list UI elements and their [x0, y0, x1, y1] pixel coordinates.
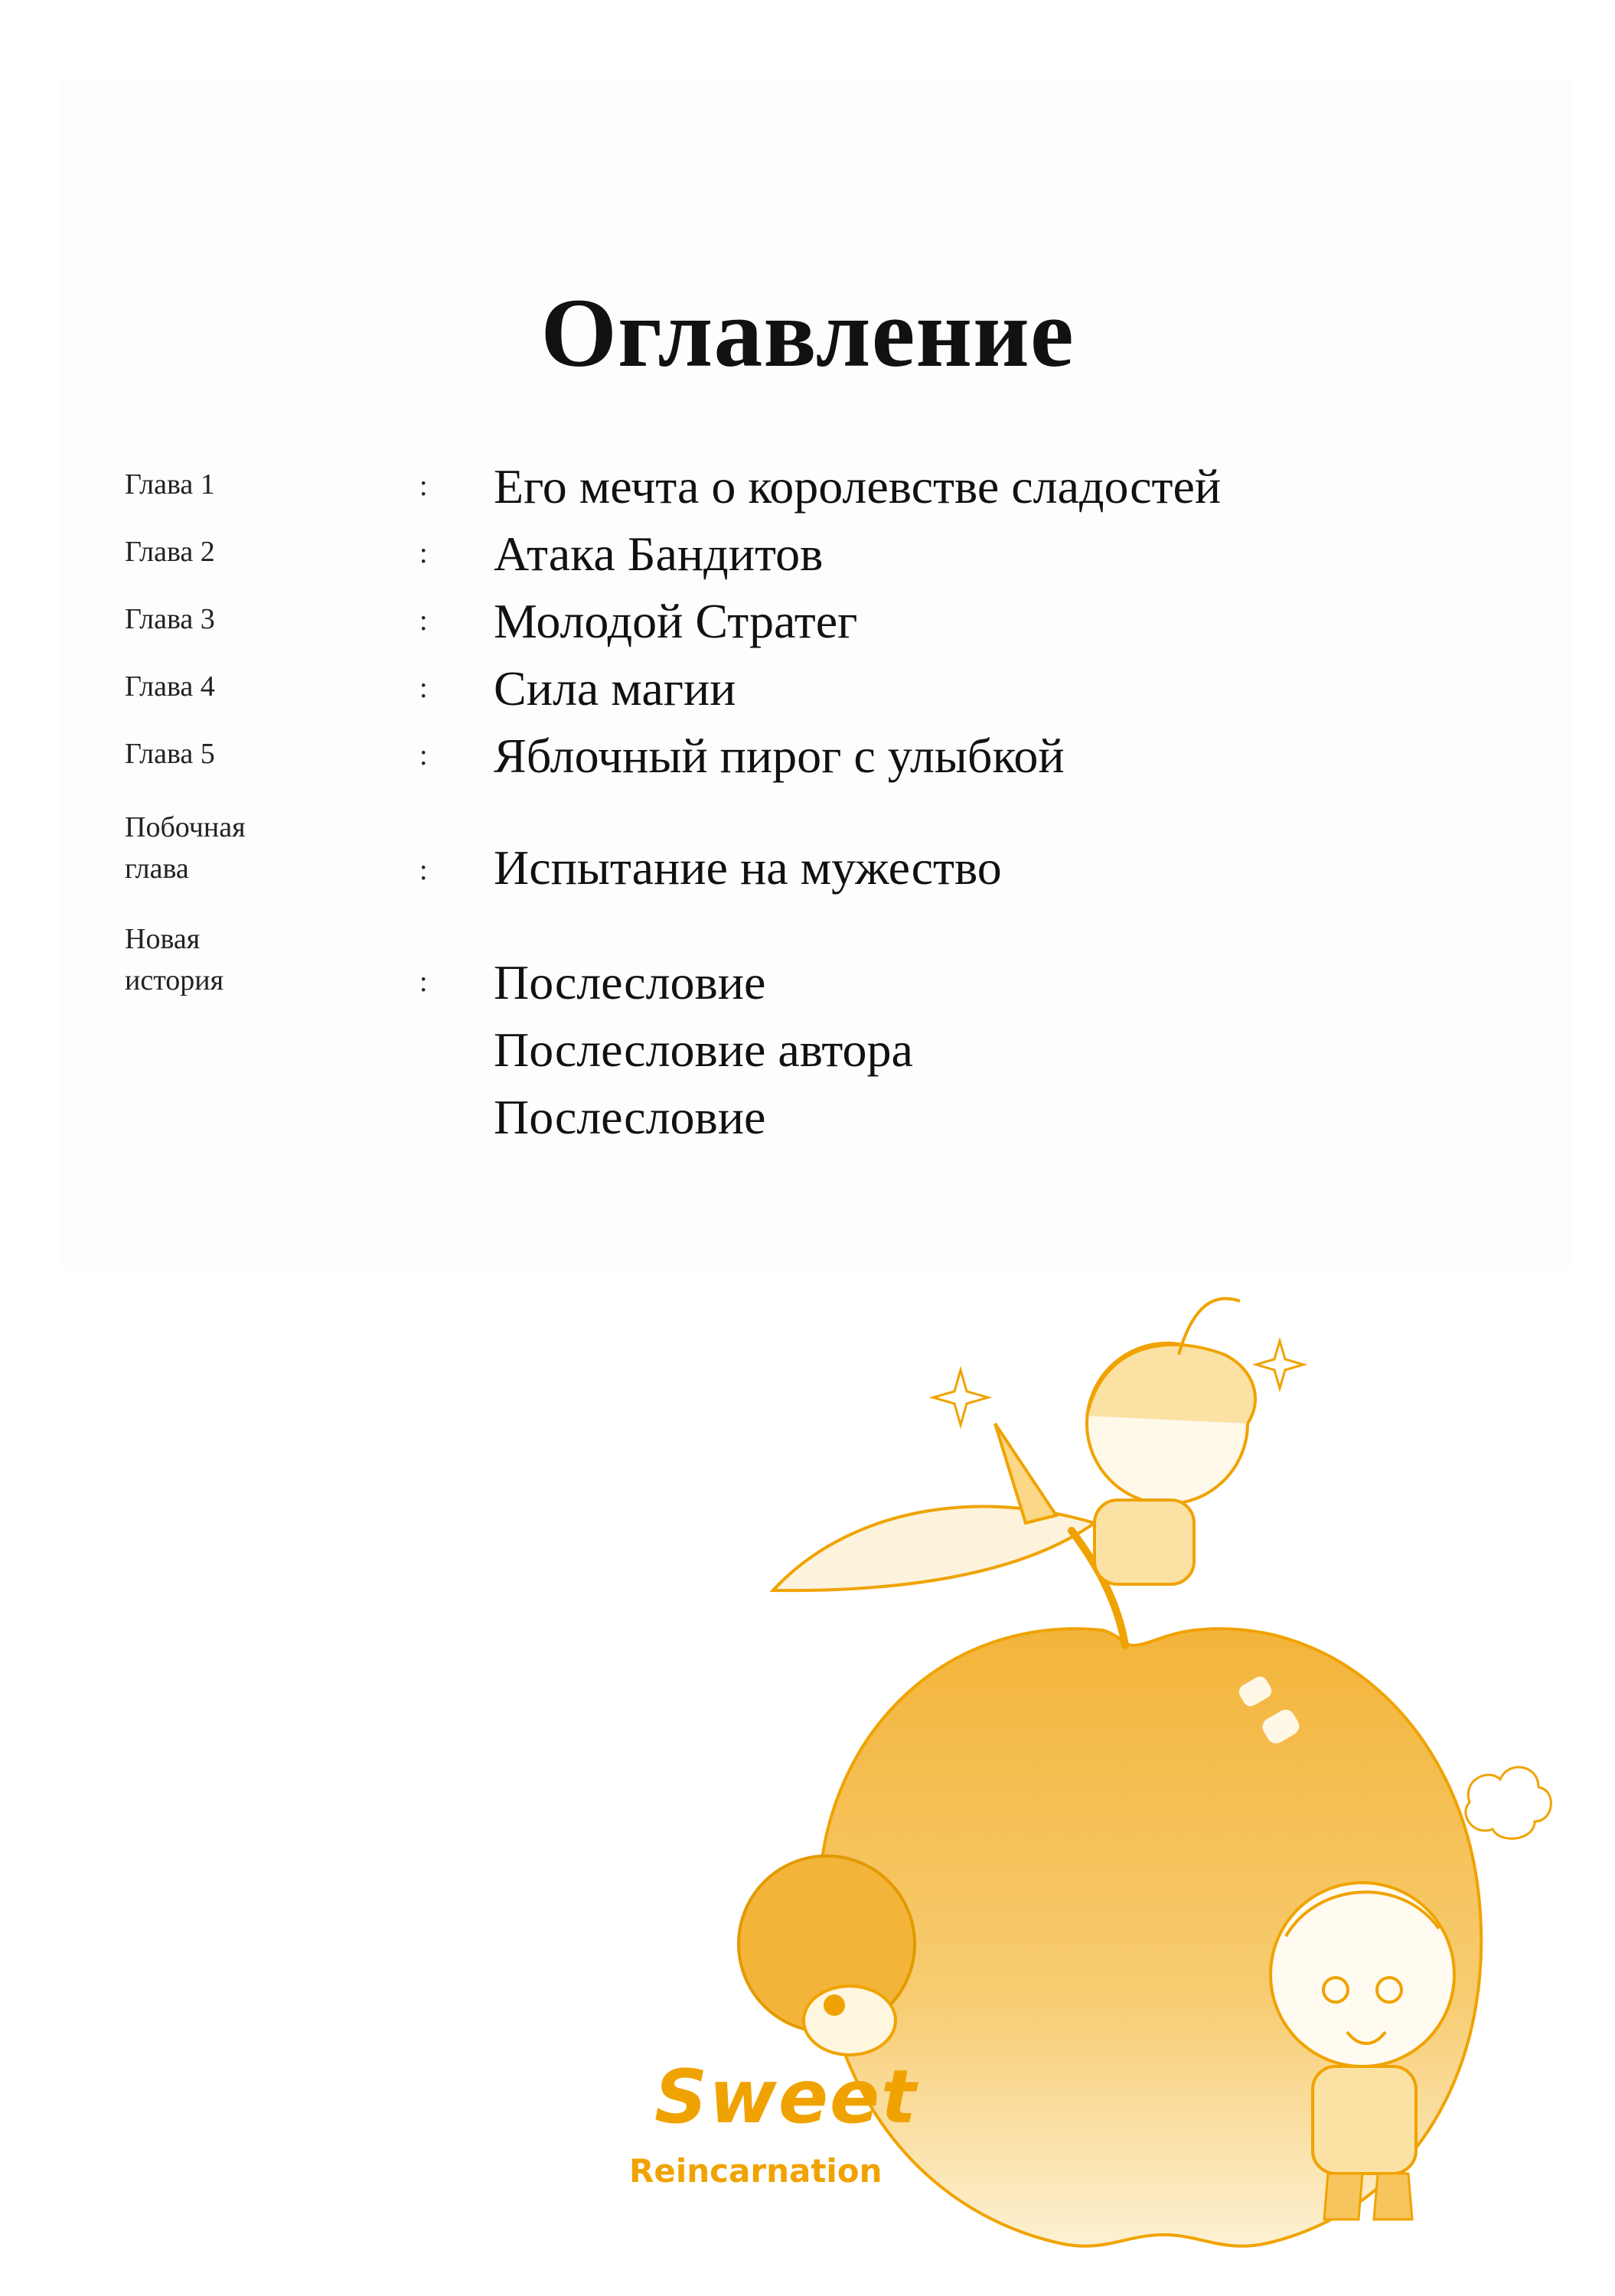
- toc-separator: :: [419, 739, 428, 771]
- toc-separator: :: [419, 672, 428, 704]
- toc-separator: :: [419, 537, 428, 569]
- chibi-body-top: [1095, 1500, 1194, 1584]
- toc-label-line: история: [125, 964, 224, 996]
- toc-label: Глава 4: [125, 670, 215, 703]
- chibi-body-right: [1313, 2066, 1416, 2174]
- puff-cloud-icon: [1466, 1767, 1551, 1838]
- toc-separator: :: [419, 605, 428, 637]
- toc-label-line: Побочная: [125, 811, 246, 843]
- sparkle-icon: [933, 1370, 988, 1425]
- toc-label: Глава 2: [125, 536, 215, 568]
- logo-reincarnation: Reincarnation: [629, 2152, 883, 2190]
- toc-separator: :: [419, 966, 428, 998]
- toc-label-line: глава: [125, 853, 189, 885]
- toc-entry[interactable]: Атака Бандитов: [494, 527, 824, 581]
- chibi-head-right: [1271, 1883, 1454, 2066]
- toc-entry[interactable]: Послесловие автора: [494, 1022, 913, 1077]
- logo-sweet: Sweet: [654, 2054, 918, 2140]
- toc-entry[interactable]: Сила магии: [494, 661, 736, 716]
- page-title: Оглавление: [540, 278, 1075, 387]
- toc-entry[interactable]: Молодой Стратег: [494, 594, 858, 648]
- toc-label: Глава 1: [125, 468, 215, 501]
- toc-label: Глава 5: [125, 738, 215, 770]
- toc-entry[interactable]: Яблочный пирог с улыбкой: [494, 729, 1065, 783]
- toc-entry[interactable]: Послесловие: [494, 1090, 766, 1144]
- toc-entry[interactable]: Его мечта о королевстве сладостей: [494, 459, 1222, 514]
- toc-entry[interactable]: Испытание на мужество: [494, 840, 1002, 895]
- toc-label: Глава 3: [125, 603, 215, 635]
- sparkle-icon: [1256, 1341, 1303, 1388]
- toc-entry[interactable]: Послесловие: [494, 955, 766, 1009]
- toc-separator: :: [419, 854, 428, 886]
- toc-separator: :: [419, 470, 428, 502]
- toc-label-line: Новая: [125, 923, 201, 955]
